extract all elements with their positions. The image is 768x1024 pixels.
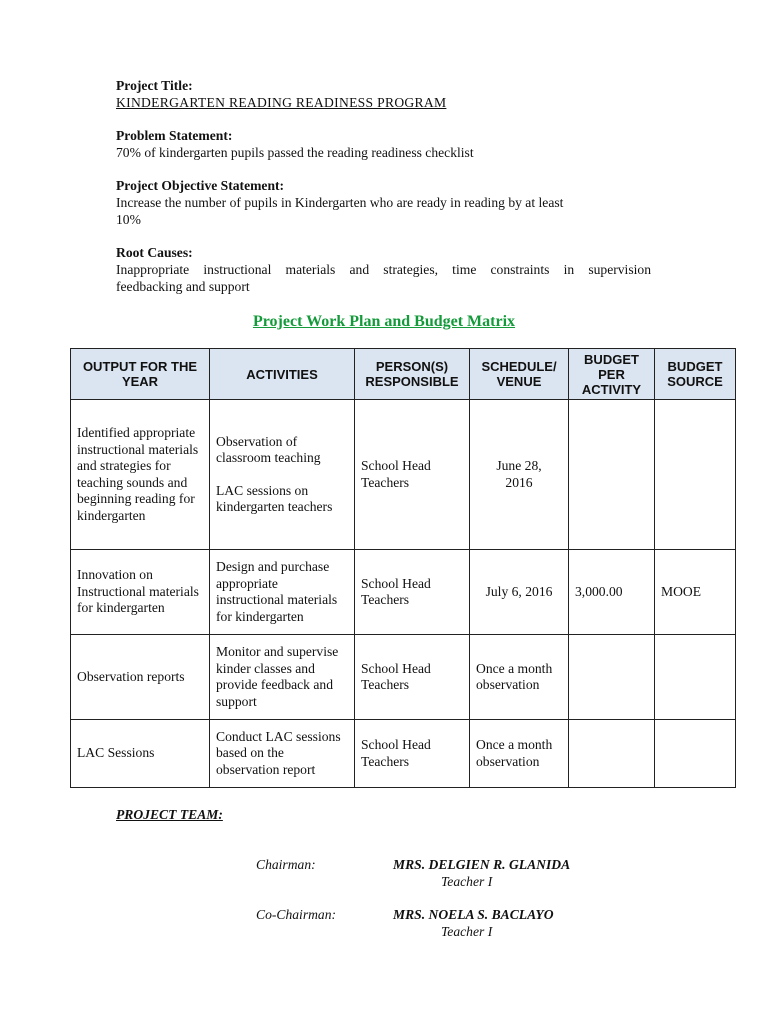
cell-source bbox=[655, 635, 736, 720]
objective-label: Project Objective Statement: bbox=[116, 178, 285, 193]
table-header-row bbox=[71, 349, 736, 400]
cell-source bbox=[655, 400, 736, 550]
cell-source: MOOE bbox=[655, 550, 736, 635]
root-causes-line2: feedbacking and support bbox=[116, 279, 250, 294]
cell-schedule bbox=[470, 720, 569, 788]
header-budget: BUDGET PER ACTIVITY bbox=[569, 349, 655, 400]
objective-text-line2: 10% bbox=[116, 212, 141, 227]
objective-text-line1: Increase the number of pupils in Kindergarten who are ready in reading by at least bbox=[116, 195, 564, 210]
project-title: KINDERGARTEN READING READINESS PROGRAM bbox=[116, 95, 447, 110]
cell-output: Observation reports bbox=[71, 635, 210, 720]
co-chairman-role: Co-Chairman: bbox=[256, 907, 337, 922]
header-schedule: SCHEDULE/ VENUE bbox=[470, 349, 569, 400]
cell-activities bbox=[210, 400, 355, 550]
cell-output: LAC Sessions bbox=[71, 720, 210, 788]
cell-output: Innovation on Instructional materials for kindergarten bbox=[71, 550, 210, 635]
header-output: OUTPUT FOR THE YEAR bbox=[71, 349, 210, 400]
table-row bbox=[71, 400, 736, 550]
chairman-role: Chairman: bbox=[256, 857, 316, 872]
project-title-label: Project Title: bbox=[116, 78, 193, 93]
cell-schedule: July 6, 2016 bbox=[470, 550, 569, 635]
co-chairman-position: Teacher I bbox=[441, 924, 493, 939]
header-source: BUDGET SOURCE bbox=[655, 349, 736, 400]
cell-budget bbox=[569, 400, 655, 550]
work-plan-table bbox=[70, 348, 736, 788]
cell-person: School Head Teachers bbox=[355, 720, 470, 788]
schedule-text: Once a month observation bbox=[476, 737, 553, 769]
header-persons: PERSON(S) RESPONSIBLE bbox=[355, 349, 470, 400]
matrix-heading: Project Work Plan and Budget Matrix bbox=[252, 313, 516, 330]
cell-source bbox=[655, 720, 736, 788]
cell-budget bbox=[569, 635, 655, 720]
schedule-text: June 28, 2016 bbox=[496, 458, 542, 490]
cell-activities: Conduct LAC sessions based on the observation report bbox=[210, 720, 355, 788]
root-causes-label: Root Causes: bbox=[116, 245, 193, 260]
cell-person: School Head Teachers bbox=[355, 635, 470, 720]
co-chairman-name: MRS. NOELA S. BACLAYO bbox=[393, 907, 554, 922]
chairman-name: MRS. DELGIEN R. GLANIDA bbox=[393, 857, 571, 872]
problem-statement-label: Problem Statement: bbox=[116, 128, 233, 143]
cell-person: School Head Teachers bbox=[355, 550, 470, 635]
chairman-position: Teacher I bbox=[441, 874, 493, 889]
project-team-label: PROJECT TEAM: bbox=[116, 807, 223, 822]
cell-person: School Head Teachers bbox=[355, 400, 470, 550]
cell-schedule bbox=[470, 400, 569, 550]
cell-budget bbox=[569, 720, 655, 788]
cell-activities: Monitor and supervise kinder classes and provide feedback and support bbox=[210, 635, 355, 720]
cell-budget: 3,000.00 bbox=[569, 550, 655, 635]
problem-statement-text: 70% of kindergarten pupils passed the reading readiness checklist bbox=[116, 145, 474, 160]
cell-output: Identified appropriate instructional materials and strategies for teaching sounds and beginning reading for kindergarten bbox=[71, 400, 210, 550]
activity-item: Observation of classroom teaching bbox=[216, 433, 321, 465]
table-row bbox=[71, 550, 736, 635]
schedule-text: Once a month observation bbox=[476, 660, 553, 692]
activity-item: LAC sessions on kindergarten teachers bbox=[216, 482, 333, 514]
header-activities: ACTIVITIES bbox=[210, 349, 355, 400]
cell-schedule bbox=[470, 635, 569, 720]
table-row bbox=[71, 720, 736, 788]
table-row bbox=[71, 635, 736, 720]
cell-activities: Design and purchase appropriate instructional materials for kindergarten bbox=[210, 550, 355, 635]
root-causes-line1: Inappropriate instructional materials and strategies, time constraints in supervision bbox=[116, 262, 651, 277]
